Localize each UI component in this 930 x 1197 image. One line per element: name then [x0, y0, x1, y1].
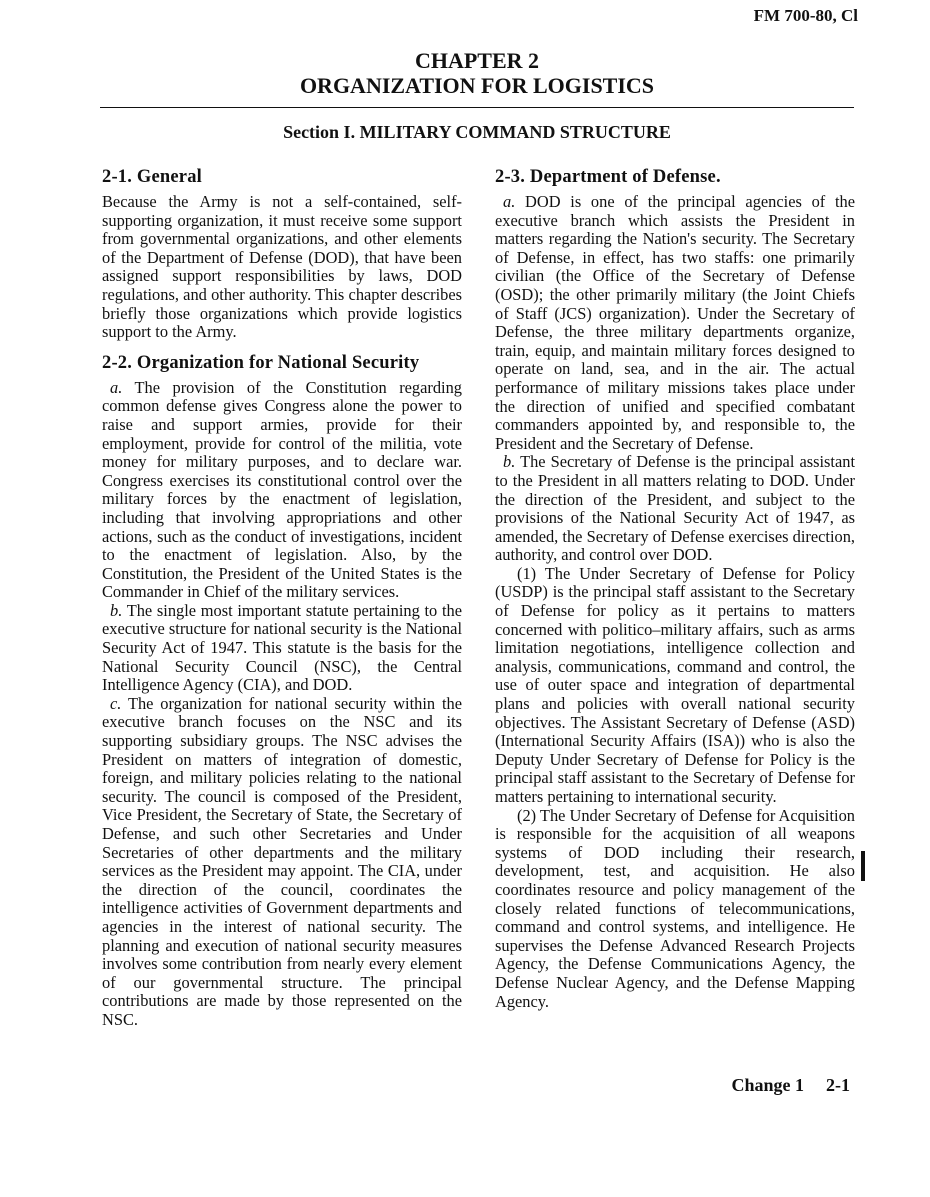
text-c: The organization for national security within the executive branch focuses on the NSC and its supporting subsidiary groups. The NSC advises the President on matters of integration of domestic, foreign, and military policies relating to the national security. The council is composed of the President, Vice President, the Secretary of State, the Secretary of Defense, and such other Secretaries and Under Secretaries of other departments and the military services as the President may appoint. The CIA, under the direction of the council, coordinates the intelligence activities of Government departments and agencies in the interest of national security. The planning and execution of national security measures involves some contribution from nearly every element of our governmental structure. The principal contributions are made by those represented on the NSC. [102, 693, 462, 1029]
section-title: Section I. MILITARY COMMAND STRUCTURE [283, 122, 671, 142]
page-number: 2-1 [826, 1075, 850, 1095]
label-a: a. [503, 192, 516, 211]
label-b: b. [503, 452, 516, 472]
paragraph-2-3-b [495, 453, 855, 565]
text-a: DOD is one of the principal agencies of the executive branch which assists the President in matters regarding the Nation's security. The Secretary of Defense, in effect, has two staffs: one primarily civilian (the Office of the Secretary of Defense (OSD); the other primarily military (the Joint Chiefs of Staff (JCS) organization). Under the Secretary of Defense, the three military departments organize, train, equip, and maintain military forces designed to operate on land, sea, and in the air. The actual performance of military missions takes place under the direction of unified and specified combatant commanders appointed by, and responsible to, the President and the Secretary of Defense. [495, 192, 855, 453]
document-id: FM 700-80, Cl [753, 6, 858, 25]
change-bar [861, 851, 865, 881]
change-label: Change 1 [731, 1075, 804, 1095]
paragraph-2-3-b-2: (2) The Under Secretary of Defense for Acquisition is responsible for the acquisition of all weapons systems of DOD including their research, development, test, and acquisition. He also coordinates resource and policy management of the closely related functions of telecommunications, command and control systems, and intelligence. He supervises the Defense Advanced Research Projects Agency, the Defense Communications Agency, the Defense Nuclear Agency, and the Defense Mapping Agency. [495, 805, 855, 1011]
right-column [495, 166, 855, 1011]
label-c: c. [110, 693, 122, 713]
horizontal-rule [100, 107, 854, 108]
chapter-title: ORGANIZATION FOR LOGISTICS [299, 73, 655, 98]
text-a: The provision of the Constitution regarding common defense gives Congress alone the power to raise and support armies, provide for their employment, provide for control of the militia, vote money for military purposes, and to declare war. Congress exercises its constitutional control over the military forces by the enactment of legislation, including that involving appropriations and other actions, such as the conduct of investigations, incident to the enactment of legislation. Also, by the Constitution, the President of the United States is the Commander in Chief of the military services. [102, 377, 462, 602]
left-column [102, 166, 462, 1030]
paragraph-2-2-a [102, 379, 462, 602]
heading-2-1: 2-1. General [102, 167, 203, 187]
paragraph-2-1: Because the Army is not a self-contained, self-supporting organization, it must receive some support from governmental organizations, and other elements of the Department of Defense (DOD), that have been assigned support responsibilities by laws, DOD regulations, and other authority. This chapter describes briefly those organizations which provide logistics support to the Army. [102, 192, 462, 342]
paragraph-2-2-c [102, 695, 462, 1030]
paragraph-2-3-b-1: (1) The Under Secretary of Defense for Policy (USDP) is the principal staff assistant to the Secretary of Defense for policy as it pertains to matters concerned with politico–military affairs, such as arms limitation negotiations, intelligence collection and analysis, communications, command and control, the use of outer space and integration of departmental plans and policies with overall national security objectives. The Assistant Secretary of Defense (ASD) (International Security Affairs (ISA)) who is also the Deputy Under Secretary of Defense for Policy is the principal staff assistant to the Secretary of Defense for matters pertaining to international security. [495, 563, 855, 806]
page-footer [731, 1075, 850, 1096]
label-a: a. [110, 377, 123, 397]
chapter-number: CHAPTER 2 [414, 48, 540, 73]
heading-2-2: 2-2. Organization for National Security [102, 352, 420, 373]
text-b: The single most important statute pertaining to the executive structure for national security is the National Security Act of 1947. This statute is the basis for the National Security Council (NSC), the Central Intelligence Agency (CIA), and DOD. [102, 600, 463, 695]
label-b: b. [110, 600, 123, 620]
paragraph-2-2-b [102, 602, 462, 695]
heading-2-3: 2-3. Department of Defense. [495, 167, 721, 187]
chapter-heading [100, 48, 854, 98]
paragraph-2-3-a [495, 193, 855, 453]
text-b: The Secretary of Defense is the principal assistant to the President in all matters relating to DOD. Under the direction of the President, and subject to the provisions of the National Security Act of 1947, as amended, the Secretary of Defense exercises direction, authority, and control over DOD. [495, 452, 855, 565]
